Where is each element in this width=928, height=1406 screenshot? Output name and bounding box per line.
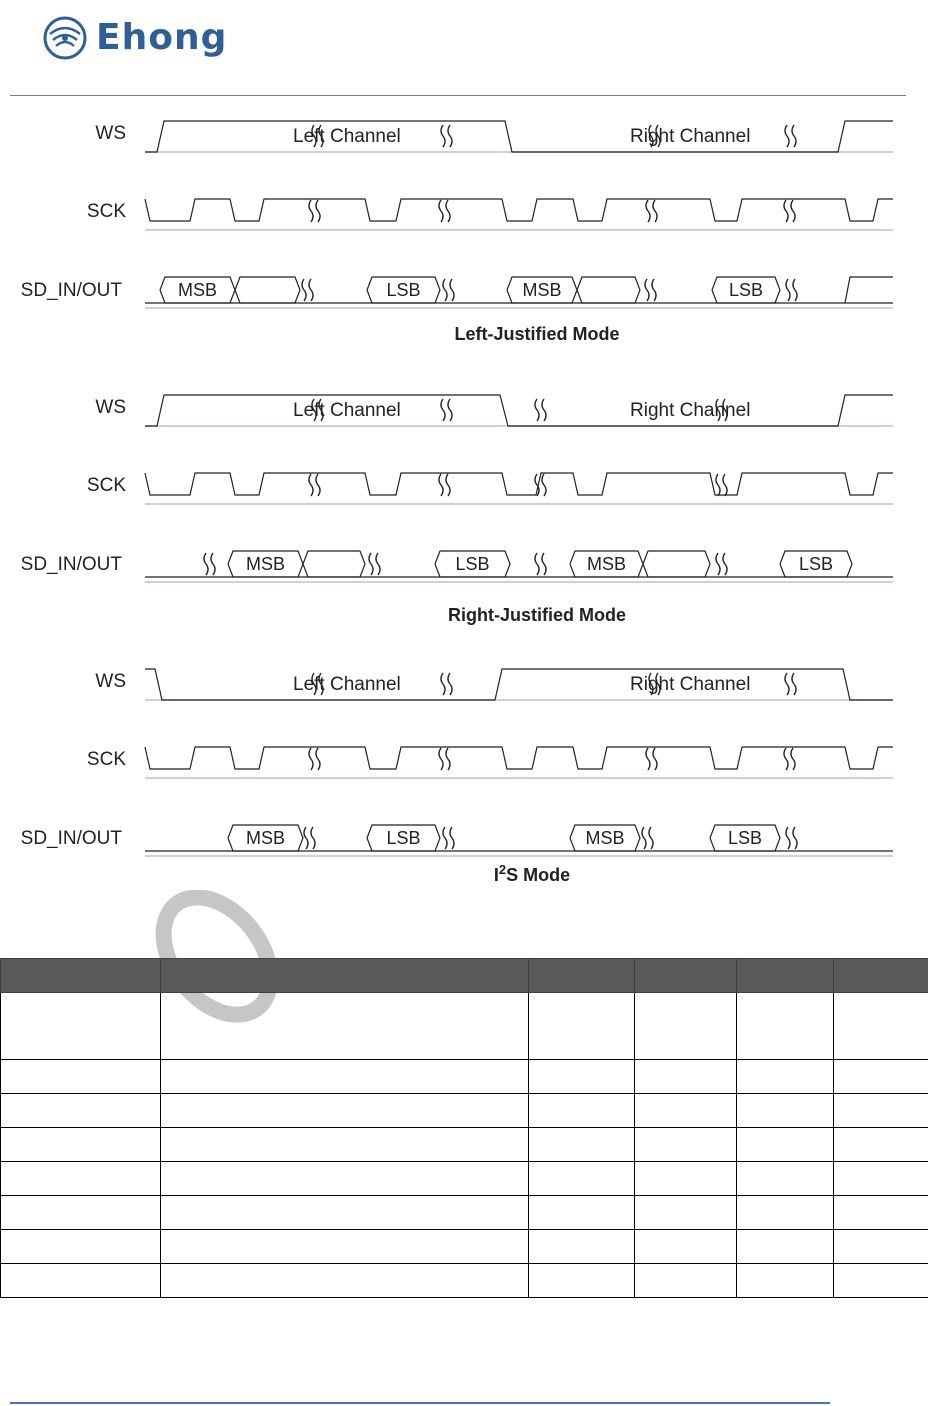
sck-break-icon <box>646 748 657 770</box>
table-cell <box>529 1060 635 1094</box>
table-cell <box>1 1094 161 1128</box>
table-cell <box>635 993 737 1060</box>
table-header-cell <box>529 959 635 993</box>
table-row <box>1 1196 928 1230</box>
mode-caption: $I^2S$ Mode <box>493 862 571 885</box>
sd-msb-label: MSB <box>177 280 218 300</box>
table-cell <box>161 993 529 1060</box>
sd-break-icon <box>369 553 380 575</box>
sck-label: SCK <box>86 201 126 222</box>
table-cell <box>737 1128 834 1162</box>
header-rule <box>10 95 906 96</box>
sck-waveform <box>145 199 893 221</box>
table-cell <box>1 1264 161 1298</box>
ehong-logo-icon <box>40 14 92 62</box>
table-cell <box>834 993 928 1060</box>
ws-right-channel-label: Right Channel <box>630 400 751 421</box>
sd-lsb-label: LSB <box>798 554 834 574</box>
table-cell <box>635 1162 737 1196</box>
table-cell <box>1 1162 161 1196</box>
table-header-cell <box>1 959 161 993</box>
sd-data-box <box>303 551 365 577</box>
ws-right-channel-label: Right Channel <box>630 126 751 147</box>
sd-lsb-label: LSB <box>386 280 421 300</box>
sd-data-box <box>643 551 710 577</box>
ws-break-icon <box>441 673 452 695</box>
sck-break-icon <box>784 748 795 770</box>
table-cell <box>737 1230 834 1264</box>
table-cell <box>834 1264 928 1298</box>
brand-logo <box>40 14 280 62</box>
sck-break-icon <box>439 474 450 496</box>
ws-break-icon <box>535 399 546 421</box>
sck-break-icon <box>784 200 795 222</box>
table-cell <box>737 1060 834 1094</box>
sd-lsb-label: LSB <box>727 828 763 848</box>
table-cell <box>529 1196 635 1230</box>
table-cell <box>529 993 635 1060</box>
table-cell <box>1 1060 161 1094</box>
sd-lsb-label: LSB <box>728 280 764 300</box>
ws-waveform <box>145 669 893 700</box>
sd-lsb-label: LSB <box>455 554 490 574</box>
table-cell <box>161 1264 529 1298</box>
table-row <box>1 1060 928 1094</box>
ws-break-icon <box>785 125 796 147</box>
ws-label: WS <box>95 671 126 692</box>
table-cell <box>635 1128 737 1162</box>
sck-break-icon <box>439 200 450 222</box>
sd-break-icon <box>786 827 797 849</box>
sck-label: SCK <box>86 749 126 770</box>
sd-break-icon <box>716 553 727 575</box>
table-cell <box>161 1196 529 1230</box>
table-cell <box>161 1060 529 1094</box>
sd-label: SD_IN/OUT <box>20 280 122 301</box>
sd-lsb-label: LSB <box>386 828 421 848</box>
table-cell <box>635 1094 737 1128</box>
table-cell <box>529 1230 635 1264</box>
table-row <box>1 1230 928 1264</box>
sd-msb-label: MSB <box>245 828 286 848</box>
sd-label: SD_IN/OUT <box>20 828 122 849</box>
sd-break-icon <box>642 827 653 849</box>
table-cell <box>737 993 834 1060</box>
brand-name: Ehong <box>96 17 228 58</box>
ws-left-channel-label: Left Channel <box>293 126 401 147</box>
sck-break-icon <box>646 200 657 222</box>
table-row <box>1 1128 928 1162</box>
ws-break-icon <box>785 673 796 695</box>
table-cell <box>161 1128 529 1162</box>
ws-left-channel-label: Left Channel <box>293 674 401 695</box>
sck-break-icon <box>439 748 450 770</box>
mode-caption: Left-Justified Mode <box>454 324 620 344</box>
table-cell <box>635 1264 737 1298</box>
sd-msb-label: MSB <box>586 554 627 574</box>
table-header-cell <box>737 959 834 993</box>
spec-table <box>0 958 928 1298</box>
table-cell <box>737 1094 834 1128</box>
table-cell <box>529 1162 635 1196</box>
sd-break-icon <box>204 553 215 575</box>
table-cell <box>737 1196 834 1230</box>
ws-waveform <box>145 121 893 152</box>
table-cell <box>161 1162 529 1196</box>
sd-break-icon <box>786 279 797 301</box>
table-cell <box>834 1060 928 1094</box>
sck-label: SCK <box>86 475 126 496</box>
sd-data-box <box>235 277 300 303</box>
sd-label: SD_IN/OUT <box>20 554 122 575</box>
table-cell <box>737 1264 834 1298</box>
table-header-cell <box>635 959 737 993</box>
table-cell <box>834 1128 928 1162</box>
ws-waveform <box>145 395 893 426</box>
sd-break-icon <box>302 279 313 301</box>
sd-break-icon <box>443 279 454 301</box>
table-header-row <box>1 959 928 993</box>
sck-break-icon <box>309 200 320 222</box>
timing-diagrams <box>0 100 928 900</box>
sck-break-icon <box>309 474 320 496</box>
table-cell <box>737 1162 834 1196</box>
table-cell <box>834 1230 928 1264</box>
sck-waveform <box>145 473 893 495</box>
sd-msb-label: MSB <box>245 554 286 574</box>
table-cell <box>635 1060 737 1094</box>
sd-data-box <box>577 277 640 303</box>
sd-next-edge <box>845 277 893 303</box>
table-cell <box>1 1196 161 1230</box>
ws-label: WS <box>95 397 126 418</box>
ws-break-icon <box>441 125 452 147</box>
table-header-cell <box>161 959 529 993</box>
table-cell <box>529 1094 635 1128</box>
table-cell <box>161 1230 529 1264</box>
table-row <box>1 1094 928 1128</box>
table-cell <box>834 1162 928 1196</box>
sd-break-icon <box>535 553 546 575</box>
table-row <box>1 993 928 1060</box>
table-cell <box>834 1094 928 1128</box>
table-cell <box>529 1264 635 1298</box>
sd-break-icon <box>645 279 656 301</box>
sck-break-icon <box>309 748 320 770</box>
sck-break-icon <box>716 474 727 496</box>
mode-caption: Right-Justified Mode <box>448 605 626 625</box>
ws-break-icon <box>441 399 452 421</box>
table-row <box>1 1264 928 1298</box>
table-cell <box>635 1230 737 1264</box>
table-cell <box>1 993 161 1060</box>
sck-waveform <box>145 747 893 769</box>
table-cell <box>1 1128 161 1162</box>
table-cell <box>834 1196 928 1230</box>
table-cell <box>635 1196 737 1230</box>
sd-msb-label: MSB <box>585 828 625 848</box>
ws-label: WS <box>95 123 126 144</box>
table-cell <box>529 1128 635 1162</box>
footer-rule <box>10 1402 830 1404</box>
sd-break-icon <box>443 827 454 849</box>
ws-right-channel-label: Right Channel <box>630 674 751 695</box>
table-row <box>1 1162 928 1196</box>
table-cell <box>1 1230 161 1264</box>
table-cell <box>161 1094 529 1128</box>
table-header-cell <box>834 959 928 993</box>
ws-left-channel-label: Left Channel <box>293 400 401 421</box>
sd-break-icon <box>304 827 315 849</box>
sd-msb-label: MSB <box>522 280 562 300</box>
